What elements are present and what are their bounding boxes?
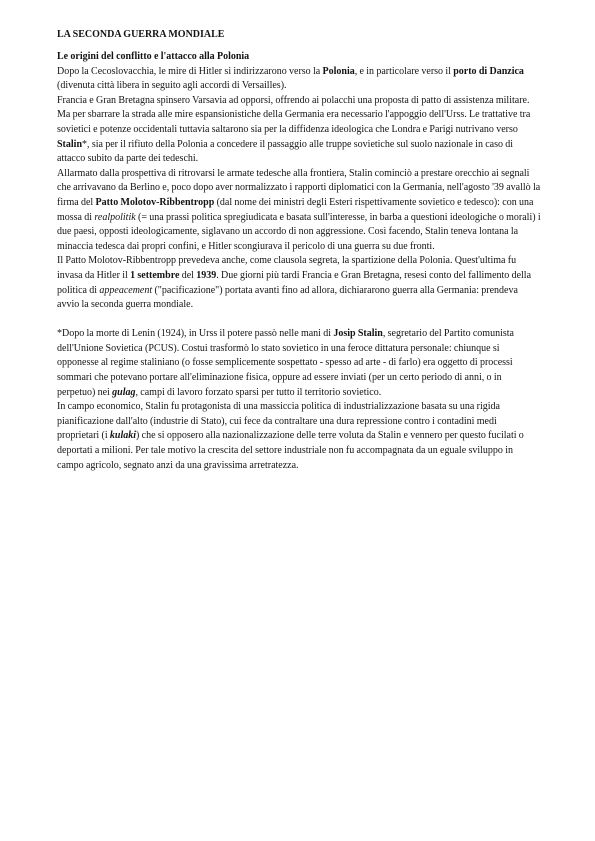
text-run: Il Patto Molotov-Ribbentropp prevedeva anche, come clausola segreta, la spartizione della Polonia. Quest'ultima fu invasa da Hitler il bbox=[57, 255, 517, 281]
footnote-stalin bbox=[57, 327, 541, 400]
paragraph-patto bbox=[57, 167, 541, 255]
text-run: *, sia per il rifiuto della Polonia a concedere il passaggio alle truppe sovietiche sul suolo nazionale in caso di attacco subito da parte dei tedeschi. bbox=[57, 138, 514, 165]
text-run: (= una prassi politica spregiudicata e basata sull'interesse, in barba a questioni ideologiche o morali) i due paesi, opposti ideologicamente, siglavano un accordo di non aggressione. Così facendo, Stalin teneva lontana la minaccia tedesca dai propri confini, e Hitler scongiurava il pericolo di una guerra su due fronti. bbox=[57, 211, 541, 252]
text-run: Allarmato dalla prospettiva di ritrovarsi le armate tedesche alla frontiera, Stalin cominciò a prestare orecchio ai segnali che arrivavano da Berlino e, poco dopo aver normalizzato i rapporti diplomatici con la Germania, nell'agosto '39 avallò la firma del bbox=[57, 167, 541, 208]
italic-realpolitik: realpolitik bbox=[94, 211, 136, 223]
paragraph-spacer bbox=[57, 313, 541, 328]
paragraph-trattative bbox=[57, 94, 541, 167]
text-run: del bbox=[179, 269, 197, 281]
paragraph-invasione bbox=[57, 254, 541, 312]
paragraph-danzica bbox=[57, 65, 541, 94]
section-subtitle: Le origini del conflitto e l'attacco alla Polonia bbox=[57, 51, 250, 62]
bold-date: 1 settembre bbox=[130, 269, 180, 281]
paragraph-economia bbox=[57, 400, 541, 473]
text-run: , campi di lavoro forzato sparsi per tutto il territorio sovietico. bbox=[135, 386, 382, 398]
bold-patto-molotov: Patto Molotov-Ribbentropp bbox=[95, 196, 215, 208]
bold-italic-gulag: gulag bbox=[112, 386, 136, 398]
text-run: *Dopo la morte di Lenin (1924), in Urss il potere passò nelle mani di bbox=[57, 328, 334, 340]
text-run: , e in particolare verso il bbox=[354, 65, 454, 77]
bold-italic-kulaki: kulaki bbox=[109, 430, 137, 442]
bold-josip-stalin: Josip Stalin bbox=[333, 328, 383, 340]
document-title: LA SECONDA GUERRA MONDIALE bbox=[57, 29, 225, 40]
text-run: . Due giorni più tardi Francia e Gran Bretagna, resesi conto del fallimento della politica di bbox=[57, 269, 532, 296]
text-run: Francia e Gran Bretagna spinsero Varsavia ad opporsi, offrendo ai polacchi una proposta di patto di assistenza militare. Ma per sbarrare la strada alle mire espansionistiche della Germania era necessario l'appoggio dell'Urss. Le trattative tra sovietici e potenze occidentali tuttavia saltarono sia per la diffidenza ideologica che Londra e Parigi nutrivano verso bbox=[57, 94, 531, 135]
bold-porto-danzica: porto di Danzica bbox=[453, 65, 524, 77]
text-run: Dopo la Cecoslovacchia, le mire di Hitler si indirizzarono verso la bbox=[57, 65, 323, 77]
italic-appeacement: appeacement bbox=[99, 284, 153, 296]
text-run: (dal nome dei ministri degli Esteri rispettivamente sovietico e tedesco): con una mossa di bbox=[57, 196, 534, 223]
bold-year: 1939 bbox=[196, 269, 217, 281]
text-run: ("pacificazione") portata avanti fino ad allora, dichiararono guerra alla Germania: prendeva avvio la seconda guerra mondiale. bbox=[57, 284, 518, 311]
bold-stalin: Stalin bbox=[57, 138, 83, 150]
text-run: ) che si opposero alla nazionalizzazione delle terre voluta da Stalin e vennero per questo fucilati o deportati a milioni. Per tale motivo la crescita del settore industriale non fu accompagnata da un eguale sviluppo in campo agricolo, segnato anzi da una gravissima arretratezza. bbox=[57, 430, 524, 471]
bold-polonia: Polonia bbox=[322, 65, 355, 77]
text-run: In campo economico, Stalin fu protagonista di una massiccia politica di industrializzazione basata su una rigida pianificazione dall'alto (industrie di Stato), cui fece da contraltare una dura repressione contro i contadini medi proprietari (i bbox=[57, 401, 500, 442]
document-page bbox=[57, 28, 541, 473]
text-run: , segretario del Partito comunista dell'Unione Sovietica (PCUS). Costui trasformò lo stato sovietico in una feroce dittatura personale: chiunque si opponesse al regime staliniano (o fosse semplicemente sospettato - spesso ad arte - di farlo) era oggetto di processi sommari che potevano portare all'eliminazione fisica, oppure ad essere inviati (per un certo periodo di anni, o in perpetuo) nei bbox=[57, 328, 514, 398]
text-run: (divenuta città libera in seguito agli accordi di Versailles). bbox=[57, 80, 287, 92]
